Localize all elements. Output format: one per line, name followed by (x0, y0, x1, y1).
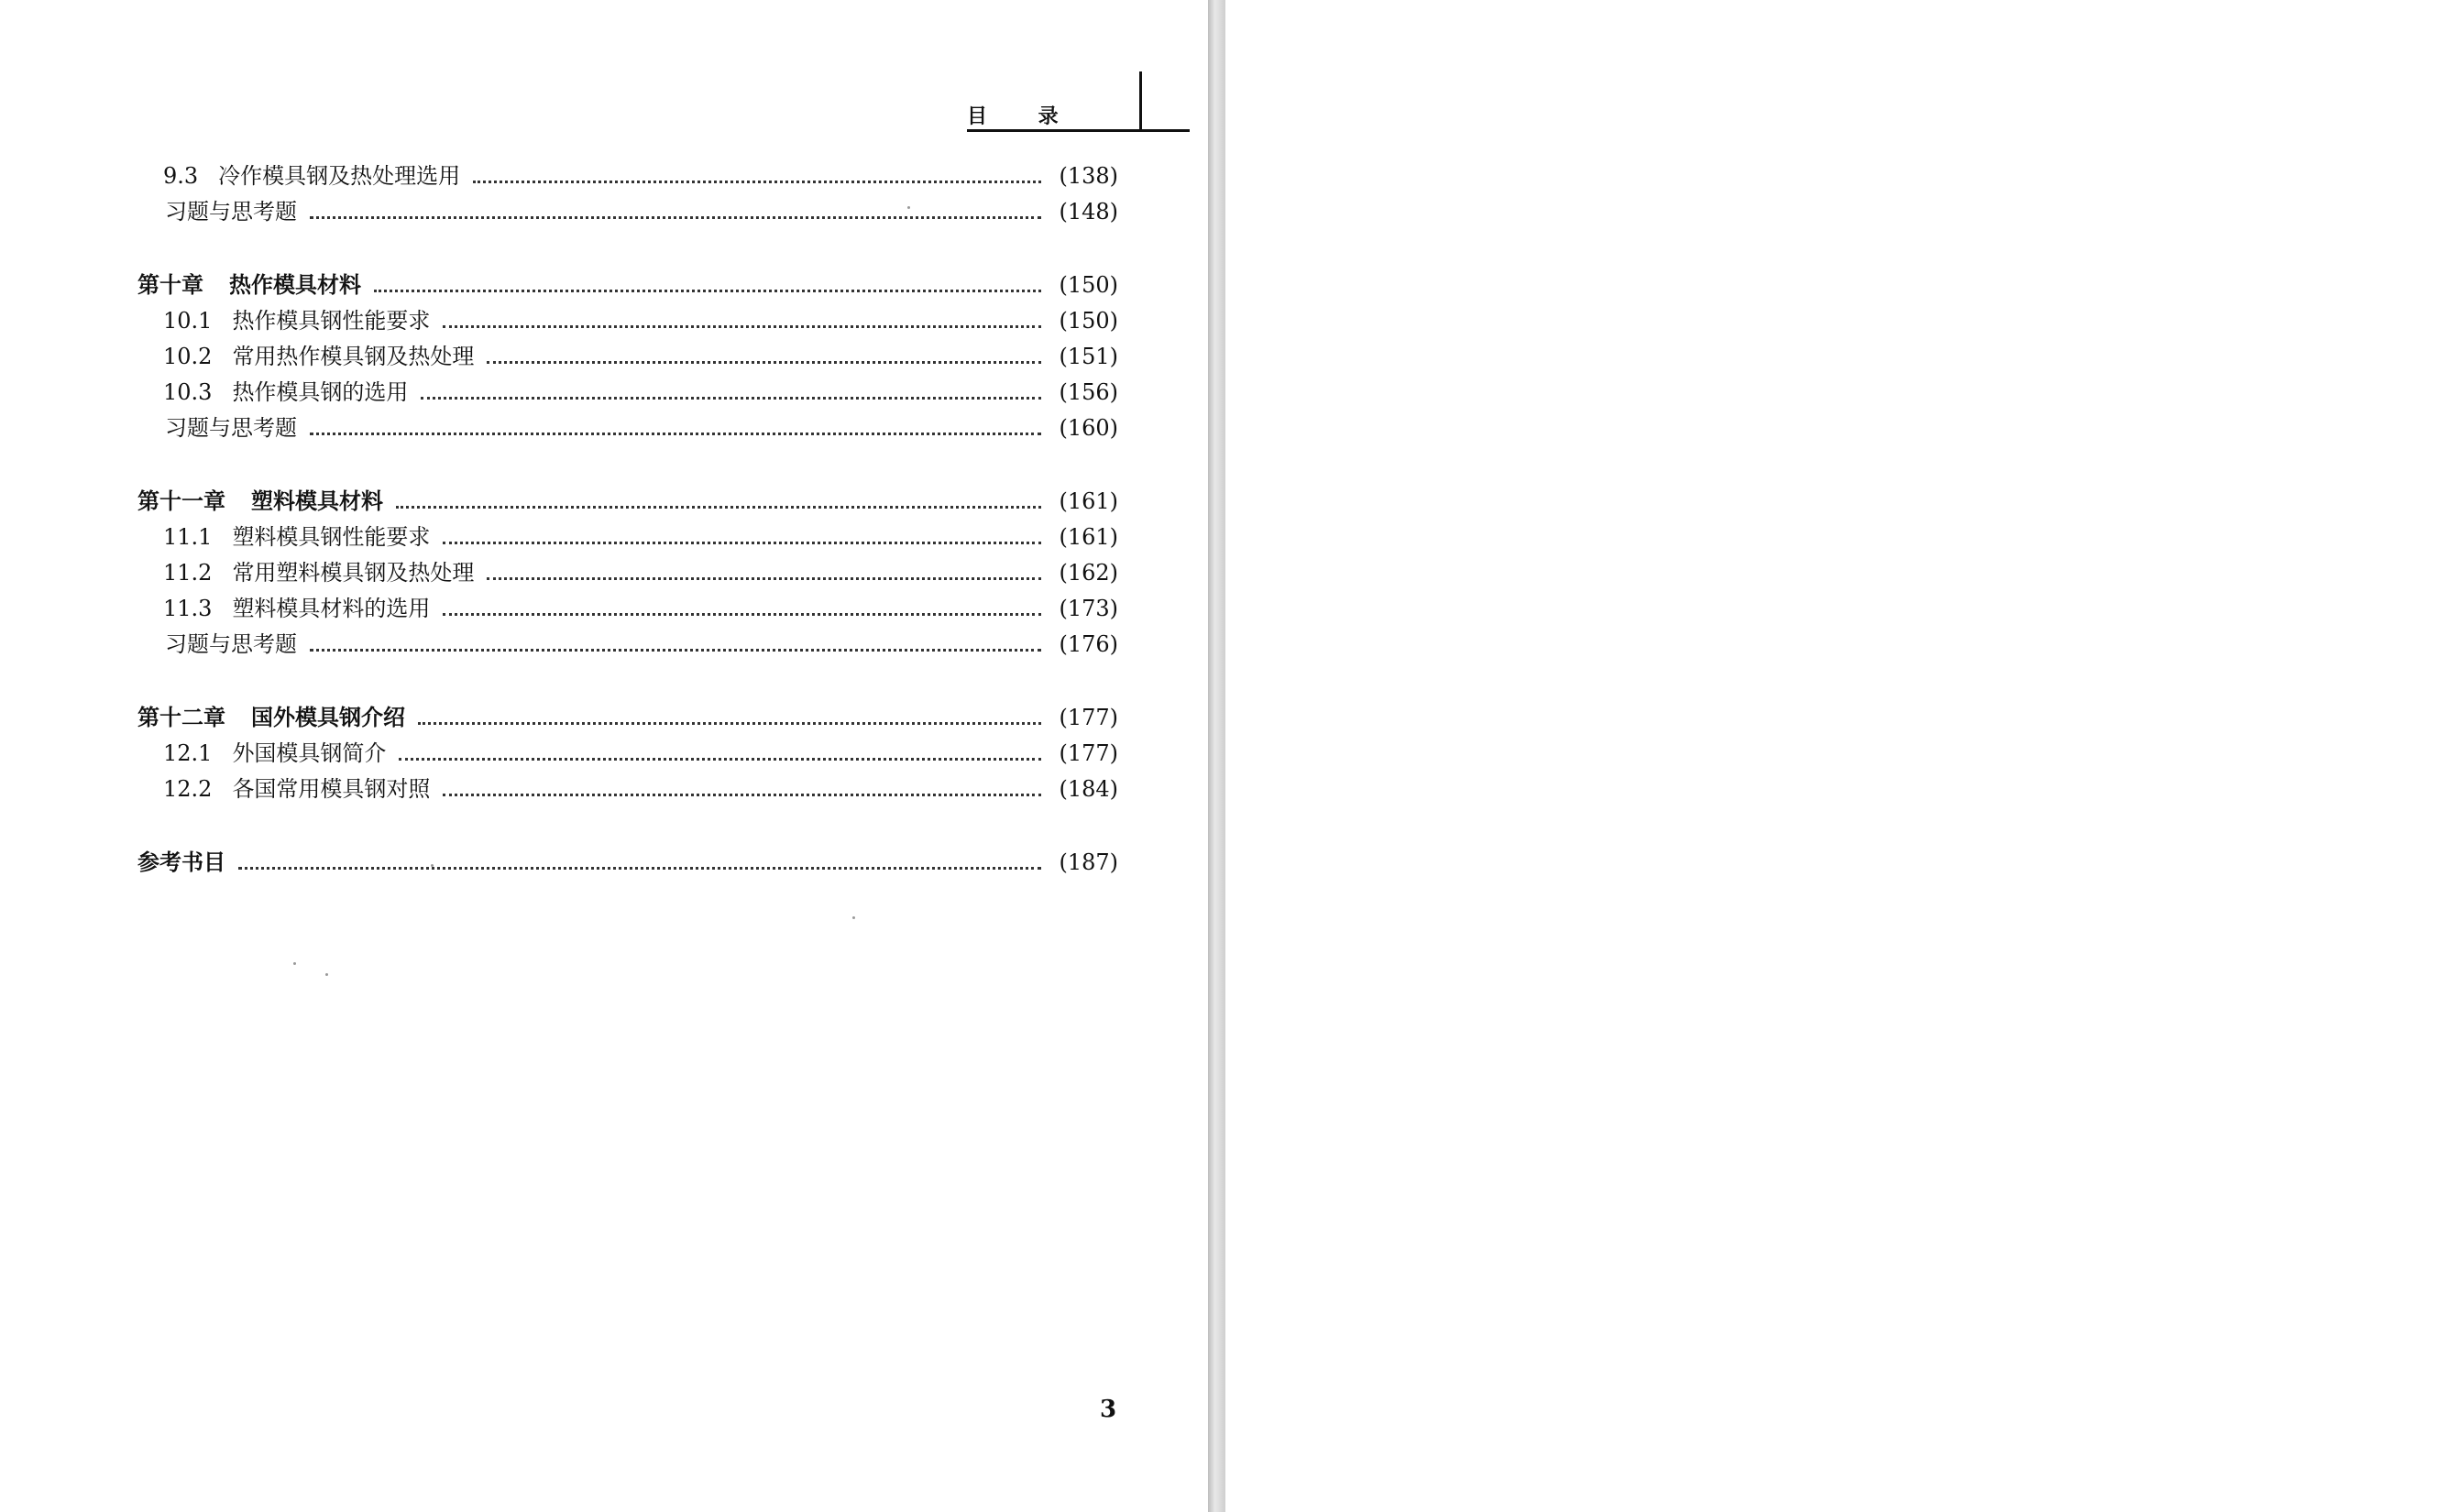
toc-leader-dots (487, 576, 1041, 580)
toc-entry-title: 塑料模具钢性能要求 (232, 524, 431, 550)
toc-entry-page: (176) (1059, 631, 1118, 657)
toc-entry-page: (150) (1059, 272, 1118, 298)
toc-entry-title: 塑料模具材料的选用 (232, 596, 431, 621)
toc-entry-number: 第十一章 (137, 488, 225, 514)
toc-leader-dots (443, 793, 1041, 796)
toc-entry-page: (161) (1059, 524, 1118, 550)
toc-entry-page: (148) (1059, 199, 1118, 225)
toc-entry-title: 塑料模具材料 (251, 488, 383, 514)
toc-entry-section[interactable] (137, 370, 1118, 406)
toc-entry-chapter[interactable] (137, 263, 1118, 299)
toc-entry-number: 11.2 (163, 560, 213, 586)
right-page (1225, 0, 2438, 1512)
toc-leader-dots (374, 289, 1041, 292)
toc-entry-title: 热作模具钢的选用 (232, 379, 409, 405)
toc-entry-page: (151) (1059, 344, 1118, 369)
toc-leader-dots (443, 541, 1041, 544)
toc-entry-title: 参考书目 (137, 849, 225, 875)
toc-leader-dots (396, 505, 1041, 509)
toc-entry-section[interactable] (137, 515, 1118, 551)
toc-entry-title: 国外模具钢介绍 (251, 704, 405, 730)
toc-entry-title: 热作模具材料 (229, 271, 361, 298)
toc-entry-title: 外国模具钢简介 (232, 740, 387, 766)
header-rule-vertical (1139, 71, 1142, 132)
toc-group (137, 479, 1118, 658)
toc-entry-number: 12.2 (163, 776, 213, 802)
toc-entry-number: 10.3 (163, 379, 213, 405)
toc-leader-dots (487, 360, 1041, 364)
left-page (0, 0, 1208, 1512)
toc-entry-page: (184) (1059, 776, 1118, 802)
toc-entry-page: (138) (1059, 163, 1118, 189)
toc-entry-title: 习题与思考题 (165, 199, 297, 225)
toc-entry-page: (156) (1059, 379, 1118, 405)
toc-entry-number: 9.3 (163, 163, 199, 189)
toc-leader-dots (310, 648, 1041, 652)
toc-entry-section[interactable] (137, 334, 1118, 370)
toc-entry-title: 各国常用模具钢对照 (232, 776, 431, 802)
toc-entry-page: (173) (1059, 596, 1118, 621)
toc-entry-section[interactable] (137, 586, 1118, 622)
toc-entry-title: 冷作模具钢及热处理选用 (218, 163, 461, 189)
toc-entry-number: 12.1 (163, 740, 213, 766)
header-rule (967, 129, 1190, 132)
toc-entry-page: (177) (1059, 705, 1118, 730)
toc-entry-number: 第十二章 (137, 704, 225, 730)
toc-leader-dots (418, 721, 1041, 725)
toc-entry-exercise[interactable] (137, 406, 1118, 442)
running-head: 目 录 (967, 104, 1081, 128)
toc-entry-title: 习题与思考题 (165, 631, 297, 657)
toc-entry-number: 11.3 (163, 596, 213, 621)
toc-leader-dots (310, 215, 1041, 219)
toc-entry-page: (150) (1059, 308, 1118, 334)
toc-entry-number: 第十章 (137, 271, 203, 298)
toc-leader-dots (443, 324, 1041, 328)
toc-entry-number: 11.1 (163, 524, 213, 550)
toc-entry-title: 习题与思考题 (165, 415, 297, 441)
toc-entry-section[interactable] (137, 154, 1118, 190)
toc-leader-dots (421, 396, 1041, 400)
page-number: 3 (1100, 1396, 1117, 1423)
toc-leader-dots (238, 866, 1041, 870)
toc-leader-dots (310, 432, 1041, 435)
page-gutter (1208, 0, 1225, 1512)
toc-group (137, 154, 1118, 225)
toc-entry-title: 常用塑料模具钢及热处理 (232, 560, 475, 586)
toc-leader-dots (443, 612, 1041, 616)
toc-entry-section[interactable] (137, 731, 1118, 767)
toc-entry-exercise[interactable] (137, 190, 1118, 225)
toc-entry-number: 10.1 (163, 308, 213, 334)
toc-entry-section[interactable] (137, 551, 1118, 586)
toc-entry-chapter[interactable] (137, 840, 1118, 876)
toc-entry-page: (177) (1059, 740, 1118, 766)
toc-entry-title: 常用热作模具钢及热处理 (232, 344, 475, 369)
toc-leader-dots (399, 757, 1041, 761)
toc-entry-title: 热作模具钢性能要求 (232, 308, 431, 334)
toc-entry-page: (162) (1059, 560, 1118, 586)
toc-entry-page: (160) (1059, 415, 1118, 441)
toc-entry-chapter[interactable] (137, 696, 1118, 731)
table-of-contents (137, 154, 1118, 914)
toc-entry-exercise[interactable] (137, 622, 1118, 658)
toc-entry-number: 10.2 (163, 344, 213, 369)
toc-group (137, 840, 1118, 876)
toc-entry-section[interactable] (137, 299, 1118, 334)
toc-group (137, 263, 1118, 442)
toc-entry-page: (187) (1059, 849, 1118, 875)
toc-entry-section[interactable] (137, 767, 1118, 803)
toc-leader-dots (473, 180, 1041, 183)
toc-entry-chapter[interactable] (137, 479, 1118, 515)
toc-group (137, 696, 1118, 803)
toc-entry-page: (161) (1059, 488, 1118, 514)
